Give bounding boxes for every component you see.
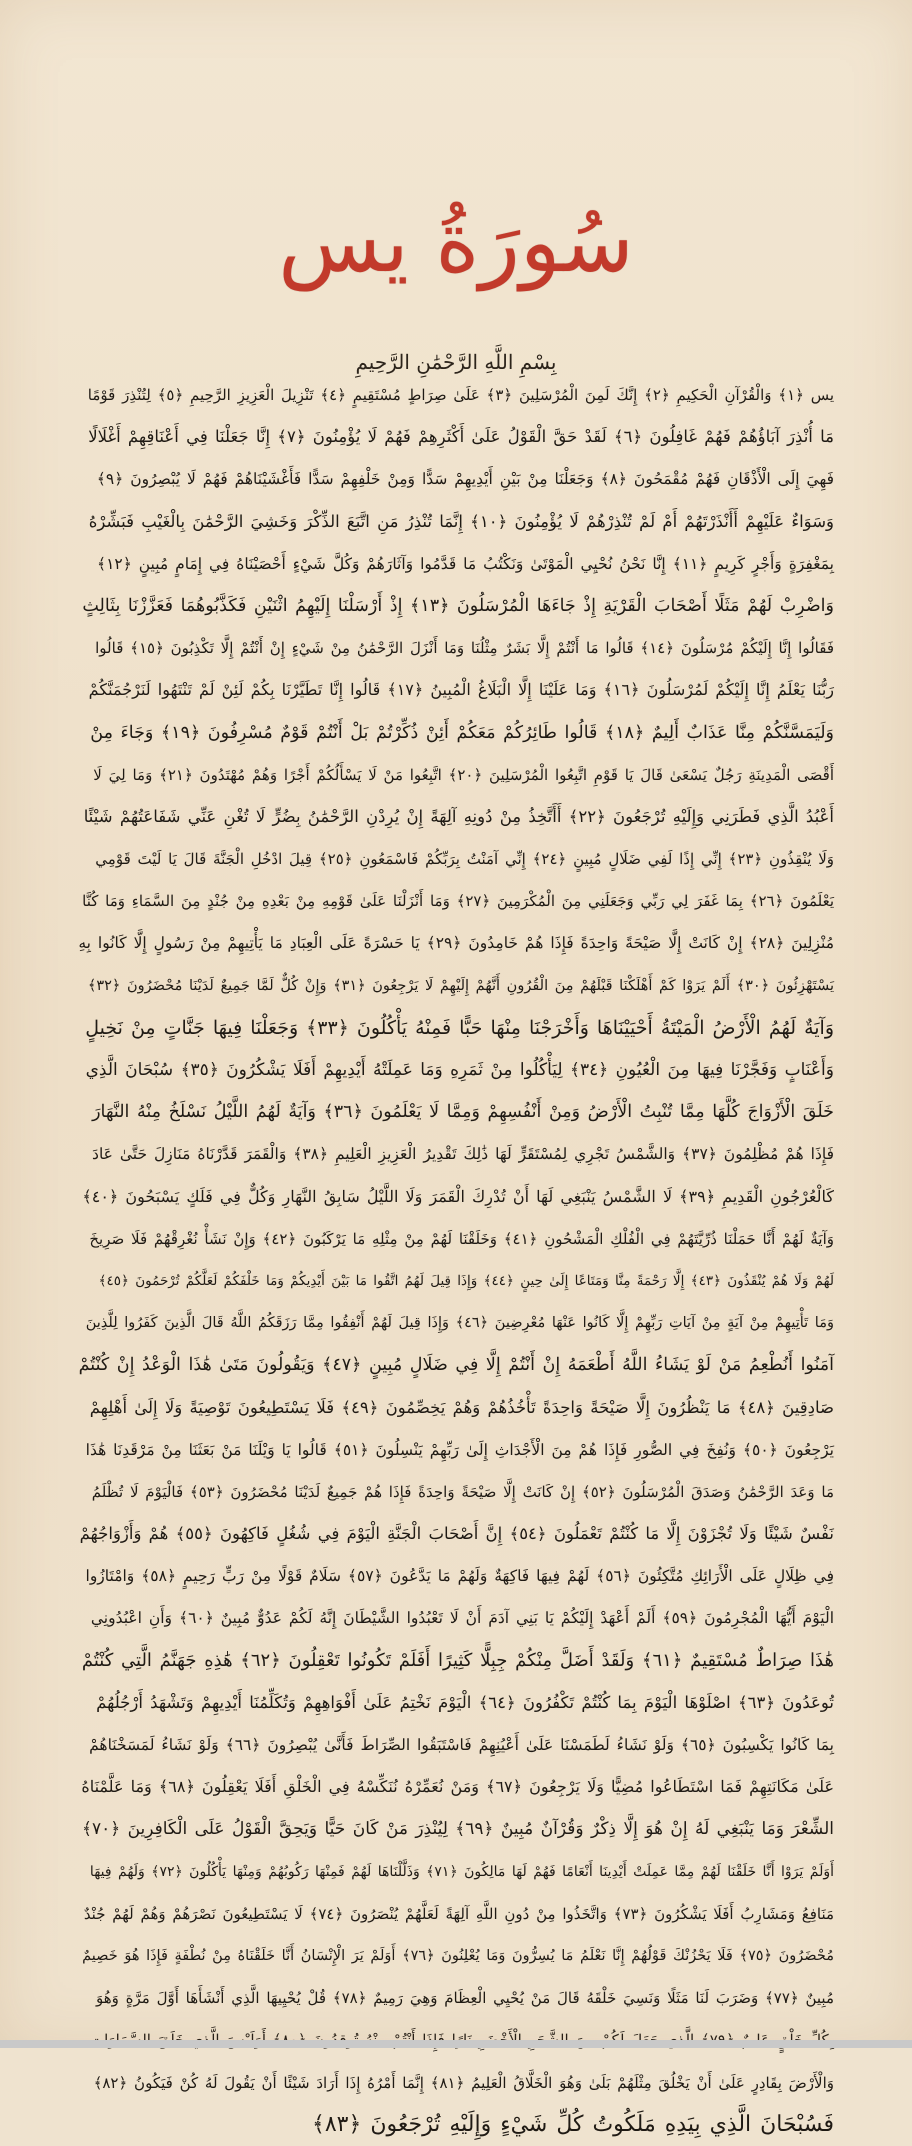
bottom-scan-strip <box>0 2040 912 2048</box>
verse-line: فَسُبْحَانَ الَّذِي بِيَدِهِ مَلَكُوتُ كُلِّ شَيْءٍ وَإِلَيْهِ تُرْجَعُونَ ﴿٨٣﴾ <box>311 2111 834 2137</box>
verse-line: وَسَوَاءٌ عَلَيْهِمْ أَأَنْذَرْتَهُمْ أَمْ لَمْ تُنْذِرْهُمْ لَا يُؤْمِنُونَ ﴿١٠﴾ إِنَّمَا تُنْذِرُ مَنِ اتَّبَعَ الذِّكْرَ وَخَشِيَ الرَّحْمَٰنَ بِالْغَيْبِ فَبَشِّرْهُ <box>88 511 834 531</box>
verse-line: وَآيَةٌ لَهُمْ أَنَّا حَمَلْنَا ذُرِّيَّتَهُمْ فِي الْفُلْكِ الْمَشْحُونِ ﴿٤١﴾ وَخَلَقْنَا لَهُمْ مِنْ مِثْلِهِ مَا يَرْكَبُونَ ﴿٤٢﴾ وَإِنْ نَشَأْ نُغْرِقْهُمْ فَلَا صَرِيخَ <box>89 1229 834 1248</box>
verse-line: صَادِقِينَ ﴿٤٨﴾ مَا يَنْظُرُونَ إِلَّا صَيْحَةً وَاحِدَةً تَأْخُذُهُمْ وَهُمْ يَخِصِّمُونَ ﴿٤٩﴾ فَلَا يَسْتَطِيعُونَ تَوْصِيَةً وَلَا إِلَىٰ أَهْلِهِمْ <box>89 1397 834 1417</box>
verse-line: نَفْسٌ شَيْئًا وَلَا تُجْزَوْنَ إِلَّا مَا كُنْتُمْ تَعْمَلُونَ ﴿٥٤﴾ إِنَّ أَصْحَابَ الْجَنَّةِ الْيَوْمَ فِي شُغُلٍ فَاكِهُونَ ﴿٥٥﴾ هُمْ وَأَزْوَاجُهُمْ <box>79 1524 834 1544</box>
surah-title: سُورَةُ يس <box>278 193 634 291</box>
verse-line: مُبِينٌ ﴿٧٧﴾ وَضَرَبَ لَنَا مَثَلًا وَنَسِيَ خَلْقَهُ قَالَ مَنْ يُحْيِي الْعِظَامَ وَهِيَ رَمِيمٌ ﴿٧٨﴾ قُلْ يُحْيِيهَا الَّذِي أَنْشَأَهَا أَوَّلَ مَرَّةٍ وَهُوَ <box>95 1989 834 2008</box>
verse-line: يَعْلَمُونَ ﴿٢٦﴾ بِمَا غَفَرَ لِي رَبِّي وَجَعَلَنِي مِنَ الْمُكْرَمِينَ ﴿٢٧﴾ وَمَا أَنْزَلْنَا عَلَىٰ قَوْمِهِ مِنْ بَعْدِهِ مِنْ جُنْدٍ مِنَ السَّمَاءِ وَمَا كُنَّا <box>82 892 834 911</box>
verse-line: فِي ظِلَالٍ عَلَى الْأَرَائِكِ مُتَّكِئُونَ ﴿٥٦﴾ لَهُمْ فِيهَا فَاكِهَةٌ وَلَهُمْ مَا يَدَّعُونَ ﴿٥٧﴾ سَلَامٌ قَوْلًا مِنْ رَبٍّ رَحِيمٍ ﴿٥٨﴾ وَامْتَازُوا <box>85 1567 834 1586</box>
verse-line: فَإِذَا هُمْ مُظْلِمُونَ ﴿٣٧﴾ وَالشَّمْسُ تَجْرِي لِمُسْتَقَرٍّ لَهَا ذَٰلِكَ تَقْدِيرُ الْعَزِيزِ الْعَلِيمِ ﴿٣٨﴾ وَالْقَمَرَ قَدَّرْنَاهُ مَنَازِلَ حَتَّىٰ عَادَ <box>92 1145 834 1164</box>
verse-line: وَمَا تَأْتِيهِمْ مِنْ آيَةٍ مِنْ آيَاتِ رَبِّهِمْ إِلَّا كَانُوا عَنْهَا مُعْرِضِينَ ﴿٤٦﴾ وَإِذَا قِيلَ لَهُمْ أَنْفِقُوا مِمَّا رَزَقَكُمُ اللَّهُ قَالَ الَّذِينَ كَفَرُوا لِلَّذِينَ <box>85 1315 834 1332</box>
verse-line: يس ﴿١﴾ وَالْقُرْآنِ الْحَكِيمِ ﴿٢﴾ إِنَّكَ لَمِنَ الْمُرْسَلِينَ ﴿٣﴾ عَلَىٰ صِرَاطٍ مُسْتَقِيمٍ ﴿٤﴾ تَنْزِيلَ الْعَزِيزِ الرَّحِيمِ ﴿٥﴾ لِتُنْذِرَ قَوْمًا <box>87 386 834 404</box>
verse-line: مَا أُنْذِرَ آبَاؤُهُمْ فَهُمْ غَافِلُونَ ﴿٦﴾ لَقَدْ حَقَّ الْقَوْلُ عَلَىٰ أَكْثَرِهِمْ فَهُمْ لَا يُؤْمِنُونَ ﴿٧﴾ إِنَّا جَعَلْنَا فِي أَعْنَاقِهِمْ أَغْلَالًا <box>88 427 834 447</box>
verse-line: يَرْجِعُونَ ﴿٥٠﴾ وَنُفِخَ فِي الصُّورِ فَإِذَا هُمْ مِنَ الْأَجْدَاثِ إِلَىٰ رَبِّهِمْ يَنْسِلُونَ ﴿٥١﴾ قَالُوا يَا وَيْلَنَا مَنْ بَعَثَنَا مِنْ مَرْقَدِنَا هَٰذَا <box>85 1440 834 1459</box>
verse-line: كَالْعُرْجُونِ الْقَدِيمِ ﴿٣٩﴾ لَا الشَّمْسُ يَنْبَغِي لَهَا أَنْ تُدْرِكَ الْقَمَرَ وَلَا اللَّيْلُ سَابِقُ النَّهَارِ وَكُلٌّ فِي فَلَكٍ يَسْبَحُونَ ﴿٤٠﴾ <box>82 1186 834 1206</box>
verse-line: خَلَقَ الْأَزْوَاجَ كُلَّهَا مِمَّا تُنْبِتُ الْأَرْضُ وَمِنْ أَنْفُسِهِمْ وَمِمَّا لَا يَعْلَمُونَ ﴿٣٦﴾ وَآيَةٌ لَهُمُ اللَّيْلُ نَسْلَخُ مِنْهُ النَّهَارَ <box>92 1102 834 1123</box>
verse-line: بِمَغْفِرَةٍ وَأَجْرٍ كَرِيمٍ ﴿١١﴾ إِنَّا نَحْنُ نُحْيِي الْمَوْتَىٰ وَنَكْتُبُ مَا قَدَّمُوا وَآثَارَهُمْ وَكُلَّ شَيْءٍ أَحْصَيْنَاهُ فِي إِمَامٍ مُبِينٍ ﴿١٢﴾ <box>97 554 834 573</box>
verse-line: عَلَىٰ مَكَانَتِهِمْ فَمَا اسْتَطَاعُوا مُضِيًّا وَلَا يَرْجِعُونَ ﴿٦٧﴾ وَمَنْ نُعَمِّرْهُ نُنَكِّسْهُ فِي الْخَلْقِ أَفَلَا يَعْقِلُونَ ﴿٦٨﴾ وَمَا عَلَّمْنَاهُ <box>81 1777 834 1797</box>
verse-line: وَلَا يُنْقِذُونِ ﴿٢٣﴾ إِنِّي إِذًا لَفِي ضَلَالٍ مُبِينٍ ﴿٢٤﴾ إِنِّي آمَنْتُ بِرَبِّكُمْ فَاسْمَعُونِ ﴿٢٥﴾ قِيلَ ادْخُلِ الْجَنَّةَ قَالَ يَا لَيْتَ قَوْمِي <box>95 850 834 869</box>
verse-line: الْيَوْمَ أَيُّهَا الْمُجْرِمُونَ ﴿٥٩﴾ أَلَمْ أَعْهَدْ إِلَيْكُمْ يَا بَنِي آدَمَ أَنْ لَا تَعْبُدُوا الشَّيْطَانَ إِنَّهُ لَكُمْ عَدُوٌّ مُبِينٌ ﴿٦٠﴾ وَأَنِ اعْبُدُونِي <box>90 1609 834 1628</box>
verse-line: مَنَافِعُ وَمَشَارِبُ أَفَلَا يَشْكُرُونَ ﴿٧٣﴾ وَاتَّخَذُوا مِنْ دُونِ اللَّهِ آلِهَةً لَعَلَّهُمْ يُنْصَرُونَ ﴿٧٤﴾ لَا يَسْتَطِيعُونَ نَصْرَهُمْ وَهُمْ لَهُمْ جُنْدٌ <box>83 1904 834 1923</box>
verse-line: وَآيَةٌ لَهُمُ الْأَرْضُ الْمَيْتَةُ أَحْيَيْنَاهَا وَأَخْرَجْنَا مِنْهَا حَبًّا فَمِنْهُ يَأْكُلُونَ ﴿٣٣﴾ وَجَعَلْنَا فِيهَا جَنَّاتٍ مِنْ نَخِيلٍ <box>85 1016 834 1039</box>
verse-line: يَسْتَهْزِئُونَ ﴿٣٠﴾ أَلَمْ يَرَوْا كَمْ أَهْلَكْنَا قَبْلَهُمْ مِنَ الْقُرُونِ أَنَّهُمْ إِلَيْهِمْ لَا يَرْجِعُونَ ﴿٣١﴾ وَإِنْ كُلٌّ لَمَّا جَمِيعٌ لَدَيْنَا مُحْضَرُونَ ﴿٣٢﴾ <box>87 977 834 994</box>
verse-line: تُوعَدُونَ ﴿٦٣﴾ اصْلَوْهَا الْيَوْمَ بِمَا كُنْتُمْ تَكْفُرُونَ ﴿٦٤﴾ الْيَوْمَ نَخْتِمُ عَلَىٰ أَفْوَاهِهِمْ وَتُكَلِّمُنَا أَيْدِيهِمْ وَتَشْهَدُ أَرْجُلُهُمْ <box>96 1692 834 1712</box>
verse-line: أَقْصَى الْمَدِينَةِ رَجُلٌ يَسْعَىٰ قَالَ يَا قَوْمِ اتَّبِعُوا الْمُرْسَلِينَ ﴿٢٠﴾ اتَّبِعُوا مَنْ لَا يَسْأَلُكُمْ أَجْرًا وَهُمْ مُهْتَدُونَ ﴿٢١﴾ وَمَا لِيَ لَا <box>93 765 834 784</box>
verse-line: بِمَا كَانُوا يَكْسِبُونَ ﴿٦٥﴾ وَلَوْ نَشَاءُ لَطَمَسْنَا عَلَىٰ أَعْيُنِهِمْ فَاسْتَبَقُوا الصِّرَاطَ فَأَنَّىٰ يُبْصِرُونَ ﴿٦٦﴾ وَلَوْ نَشَاءُ لَمَسَخْنَاهُمْ <box>89 1736 834 1754</box>
verse-line: هَٰذَا صِرَاطٌ مُسْتَقِيمٌ ﴿٦١﴾ وَلَقَدْ أَضَلَّ مِنْكُمْ جِبِلًّا كَثِيرًا أَفَلَمْ تَكُونُوا تَعْقِلُونَ ﴿٦٢﴾ هَٰذِهِ جَهَنَّمُ الَّتِي كُنْتُمْ <box>81 1649 834 1671</box>
verse-line: الشِّعْرَ وَمَا يَنْبَغِي لَهُ إِنْ هُوَ إِلَّا ذِكْرٌ وَقُرْآنٌ مُبِينٌ ﴿٦٩﴾ لِيُنْذِرَ مَنْ كَانَ حَيًّا وَيَحِقَّ الْقَوْلُ عَلَى الْكَافِرِينَ ﴿٧٠﴾ <box>81 1819 834 1840</box>
verse-line: وَالْأَرْضَ بِقَادِرٍ عَلَىٰ أَنْ يَخْلُقَ مِثْلَهُمْ بَلَىٰ وَهُوَ الْخَلَّاقُ الْعَلِيمُ ﴿٨١﴾ إِنَّمَا أَمْرُهُ إِذَا أَرَادَ شَيْئًا أَنْ يَقُولَ لَهُ كُنْ فَيَكُونُ ﴿٨٢﴾ <box>93 2073 834 2092</box>
verse-line: وَاضْرِبْ لَهُمْ مَثَلًا أَصْحَابَ الْقَرْيَةِ إِذْ جَاءَهَا الْمُرْسَلُونَ ﴿١٣﴾ إِذْ أَرْسَلْنَا إِلَيْهِمُ اثْنَيْنِ فَكَذَّبُوهُمَا فَعَزَّزْنَا بِثَالِثٍ <box>82 595 834 616</box>
verse-line: فَهِيَ إِلَى الْأَذْقَانِ فَهُمْ مُقْمَحُونَ ﴿٨﴾ وَجَعَلْنَا مِنْ بَيْنِ أَيْدِيهِمْ سَدًّا وَمِنْ خَلْفِهِمْ سَدًّا فَأَغْشَيْنَاهُمْ فَهُمْ لَا يُبْصِرُونَ ﴿٩﴾ <box>96 470 834 489</box>
verse-text-block <box>78 374 834 2146</box>
verse-line: لَهُمْ وَلَا هُمْ يُنْقَذُونَ ﴿٤٣﴾ إِلَّا رَحْمَةً مِنَّا وَمَتَاعًا إِلَىٰ حِينٍ ﴿٤٤﴾ وَإِذَا قِيلَ لَهُمُ اتَّقُوا مَا بَيْنَ أَيْدِيكُمْ وَمَا خَلْفَكُمْ لَعَلَّكُمْ تُرْحَمُونَ ﴿٤٥﴾ <box>98 1272 834 1289</box>
verse-line: مُنْزِلِينَ ﴿٢٨﴾ إِنْ كَانَتْ إِلَّا صَيْحَةً وَاحِدَةً فَإِذَا هُمْ خَامِدُونَ ﴿٢٩﴾ يَا حَسْرَةً عَلَى الْعِبَادِ مَا يَأْتِيهِمْ مِنْ رَسُولٍ إِلَّا كَانُوا بِهِ <box>78 934 834 953</box>
verse-line: مَا وَعَدَ الرَّحْمَٰنُ وَصَدَقَ الْمُرْسَلُونَ ﴿٥٢﴾ إِنْ كَانَتْ إِلَّا صَيْحَةً وَاحِدَةً فَإِذَا هُمْ جَمِيعٌ لَدَيْنَا مُحْضَرُونَ ﴿٥٣﴾ فَالْيَوْمَ لَا تُظْلَمُ <box>91 1482 834 1501</box>
verse-line: مُحْضَرُونَ ﴿٧٥﴾ فَلَا يَحْزُنْكَ قَوْلُهُمْ إِنَّا نَعْلَمُ مَا يُسِرُّونَ وَمَا يُعْلِنُونَ ﴿٧٦﴾ أَوَلَمْ يَرَ الْإِنْسَانُ أَنَّا خَلَقْنَاهُ مِنْ نُطْفَةٍ فَإِذَا هُوَ خَصِيمٌ <box>82 1947 834 1964</box>
verse-line: أَعْبُدُ الَّذِي فَطَرَنِي وَإِلَيْهِ تُرْجَعُونَ ﴿٢٢﴾ أَأَتَّخِذُ مِنْ دُونِهِ آلِهَةً إِنْ يُرِدْنِ الرَّحْمَٰنُ بِضُرٍّ لَا تُغْنِ عَنِّي شَفَاعَتُهُمْ شَيْئًا <box>83 806 834 826</box>
verse-line: أَوَلَمْ يَرَوْا أَنَّا خَلَقْنَا لَهُمْ مِمَّا عَمِلَتْ أَيْدِينَا أَنْعَامًا فَهُمْ لَهَا مَالِكُونَ ﴿٧١﴾ وَذَلَّلْنَاهَا لَهُمْ فَمِنْهَا رَكُوبُهُمْ وَمِنْهَا يَأْكُلُونَ ﴿٧٢﴾ وَلَهُمْ فِيهَا <box>89 1863 834 1880</box>
verse-line: وَلَيَمَسَّنَّكُمْ مِنَّا عَذَابٌ أَلِيمٌ ﴿١٨﴾ قَالُوا طَائِرُكُمْ مَعَكُمْ أَئِنْ ذُكِّرْتُمْ بَلْ أَنْتُمْ قَوْمٌ مُسْرِفُونَ ﴿١٩﴾ وَجَاءَ مِنْ <box>90 722 834 743</box>
verse-line: آمَنُوا أَنُطْعِمُ مَنْ لَوْ يَشَاءُ اللَّهُ أَطْعَمَهُ إِنْ أَنْتُمْ إِلَّا فِي ضَلَالٍ مُبِينٍ ﴿٤٧﴾ وَيَقُولُونَ مَتَىٰ هَٰذَا الْوَعْدُ إِنْ كُنْتُمْ <box>78 1355 834 1376</box>
title-area <box>0 193 912 291</box>
basmala: بِسْمِ اللَّهِ الرَّحْمَٰنِ الرَّحِيمِ <box>355 350 557 374</box>
verse-line: رَبُّنَا يَعْلَمُ إِنَّا إِلَيْكُمْ لَمُرْسَلُونَ ﴿١٦﴾ وَمَا عَلَيْنَا إِلَّا الْبَلَاغُ الْمُبِينُ ﴿١٧﴾ قَالُوا إِنَّا تَطَيَّرْنَا بِكُمْ لَئِنْ لَمْ تَنْتَهُوا لَنَرْجُمَنَّكُمْ <box>88 680 834 700</box>
verse-line: فَقَالُوا إِنَّا إِلَيْكُمْ مُرْسَلُونَ ﴿١٤﴾ قَالُوا مَا أَنْتُمْ إِلَّا بَشَرٌ مِثْلُنَا وَمَا أَنْزَلَ الرَّحْمَٰنُ مِنْ شَيْءٍ إِنْ أَنْتُمْ إِلَّا تَكْذِبُونَ ﴿١٥﴾ قَالُوا <box>95 639 834 658</box>
verse-line: وَأَعْنَابٍ وَفَجَّرْنَا فِيهَا مِنَ الْعُيُونِ ﴿٣٤﴾ لِيَأْكُلُوا مِنْ ثَمَرِهِ وَمَا عَمِلَتْهُ أَيْدِيهِمْ أَفَلَا يَشْكُرُونَ ﴿٣٥﴾ سُبْحَانَ الَّذِي <box>85 1060 834 1080</box>
